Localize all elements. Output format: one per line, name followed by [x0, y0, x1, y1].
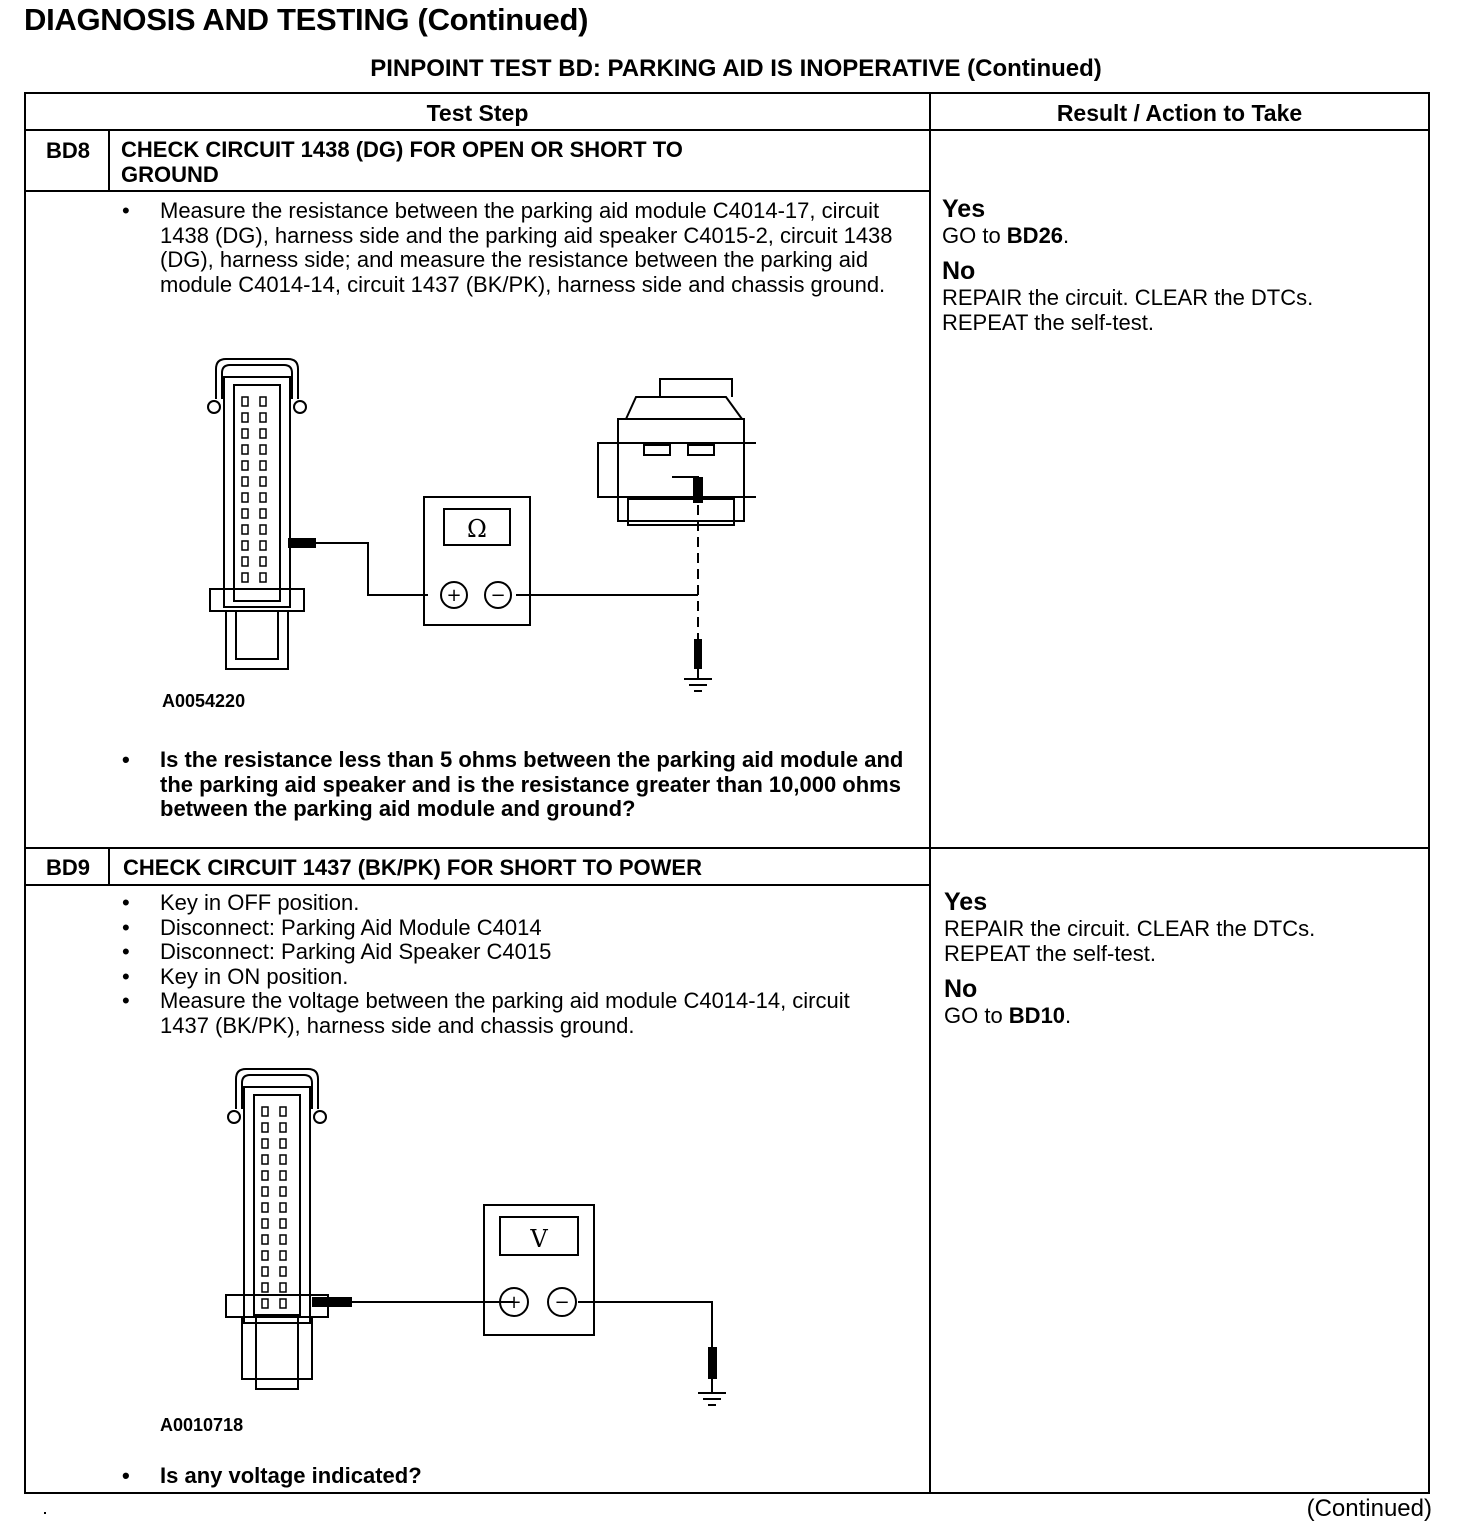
step-title-divider — [26, 884, 929, 886]
continued-footer: (Continued) — [1306, 1495, 1432, 1522]
speaker-probe — [693, 477, 703, 503]
instruction-item: • Disconnect: Parking Aid Speaker C4015 — [122, 940, 902, 965]
ground-probe — [708, 1347, 717, 1379]
instruction-item: • Key in OFF position. — [122, 891, 902, 916]
speaker-connector — [598, 379, 756, 525]
result-yes-label: Yes — [942, 195, 986, 223]
result-yes-action: GO to BD26. — [942, 223, 1070, 248]
step-title-divider — [26, 190, 929, 192]
step-question-bd8 — [122, 748, 912, 822]
module-probe — [312, 1297, 352, 1307]
page-speck — [44, 1512, 46, 1514]
result-no-action-line: REPAIR the circuit. CLEAR the DTCs. — [942, 285, 1314, 310]
result-bd9 — [944, 889, 1424, 1028]
meter-minus-terminal: − — [554, 1292, 570, 1313]
result-no-action: GO to BD10. — [944, 1003, 1072, 1028]
instruction-item: • Key in ON position. — [122, 965, 902, 990]
goto-step-link[interactable]: BD26 — [1006, 223, 1064, 248]
result-yes-action-line: REPAIR the circuit. CLEAR the DTCs. — [944, 916, 1316, 941]
step-title-bd9 — [123, 855, 923, 880]
test-table — [24, 92, 1430, 1494]
step-title-line: CHECK CIRCUIT 1438 (DG) FOR OPEN OR SHORT TO — [121, 137, 683, 162]
meter-minus-terminal: − — [490, 585, 506, 606]
question-item: • Is the resistance less than 5 ohms between the parking aid module and the parking aid speaker and is the resistance greater than 10,000 ohms between the parking aid module and ground? — [122, 748, 912, 822]
ground-probe — [694, 639, 702, 669]
result-no-label: No — [942, 257, 976, 285]
bd8-resistance-diagram — [196, 349, 756, 709]
meter-leads — [352, 1302, 712, 1349]
column-header-result: Result / Action to Take — [1056, 100, 1303, 126]
module-probe — [288, 538, 316, 548]
module-pins — [242, 397, 266, 582]
result-yes-action-line: REPEAT the self-test. — [944, 941, 1156, 966]
step-separator — [26, 847, 1428, 849]
step-instructions-bd9 — [122, 891, 902, 1038]
step-title-line: GROUND — [121, 162, 219, 187]
step-instructions-bd8 — [122, 199, 902, 297]
column-divider — [929, 94, 931, 1492]
meter-plus-terminal: + — [446, 585, 462, 606]
figure-label-bd9: A0010718 — [160, 1415, 244, 1435]
figure-label-bd8: A0054220 — [162, 691, 246, 711]
step-id-bd9: BD9 — [45, 855, 90, 880]
meter-plus-terminal: + — [506, 1292, 522, 1313]
ground-symbol — [698, 1379, 726, 1405]
page-title: DIAGNOSIS AND TESTING (Continued) — [24, 2, 589, 37]
module-pins — [262, 1107, 286, 1308]
goto-step-link[interactable]: BD10 — [1008, 1003, 1066, 1028]
column-header-test-step: Test Step — [426, 100, 529, 126]
pinpoint-test-title: PINPOINT TEST BD: PARKING AID IS INOPERATIVE (Continued) — [370, 55, 1102, 82]
meter-symbol: Ω — [467, 515, 487, 543]
instruction-item: • Disconnect: Parking Aid Module C4014 — [122, 916, 902, 941]
result-no-action-line: REPEAT the self-test. — [942, 310, 1154, 335]
step-title-line: CHECK CIRCUIT 1437 (BK/PK) FOR SHORT TO POWER — [123, 855, 702, 880]
step-question-bd9 — [122, 1464, 912, 1489]
ground-symbol — [684, 669, 712, 691]
instruction-item: • Measure the voltage between the parking aid module C4014-14, circuit 1437 (BK/PK), harness side and chassis ground. — [122, 989, 902, 1038]
bd9-voltage-diagram — [216, 1059, 736, 1429]
result-yes-label: Yes — [944, 888, 988, 916]
result-bd8 — [942, 196, 1422, 335]
meter-symbol: V — [530, 1225, 548, 1253]
result-no-label: No — [944, 975, 978, 1003]
instruction-item: • Measure the resistance between the parking aid module C4014-17, circuit 1438 (DG), harness side and the parking aid speaker C4015-2, circuit 1438 (DG), harness side; and measure the resistance between the parking aid module C4014-14, circuit 1437 (BK/PK), harness side and chassis ground. — [122, 199, 902, 297]
step-id-bd8: BD8 — [45, 138, 90, 163]
step-title-bd8 — [121, 137, 921, 187]
question-item: • Is any voltage indicated? — [122, 1464, 912, 1489]
